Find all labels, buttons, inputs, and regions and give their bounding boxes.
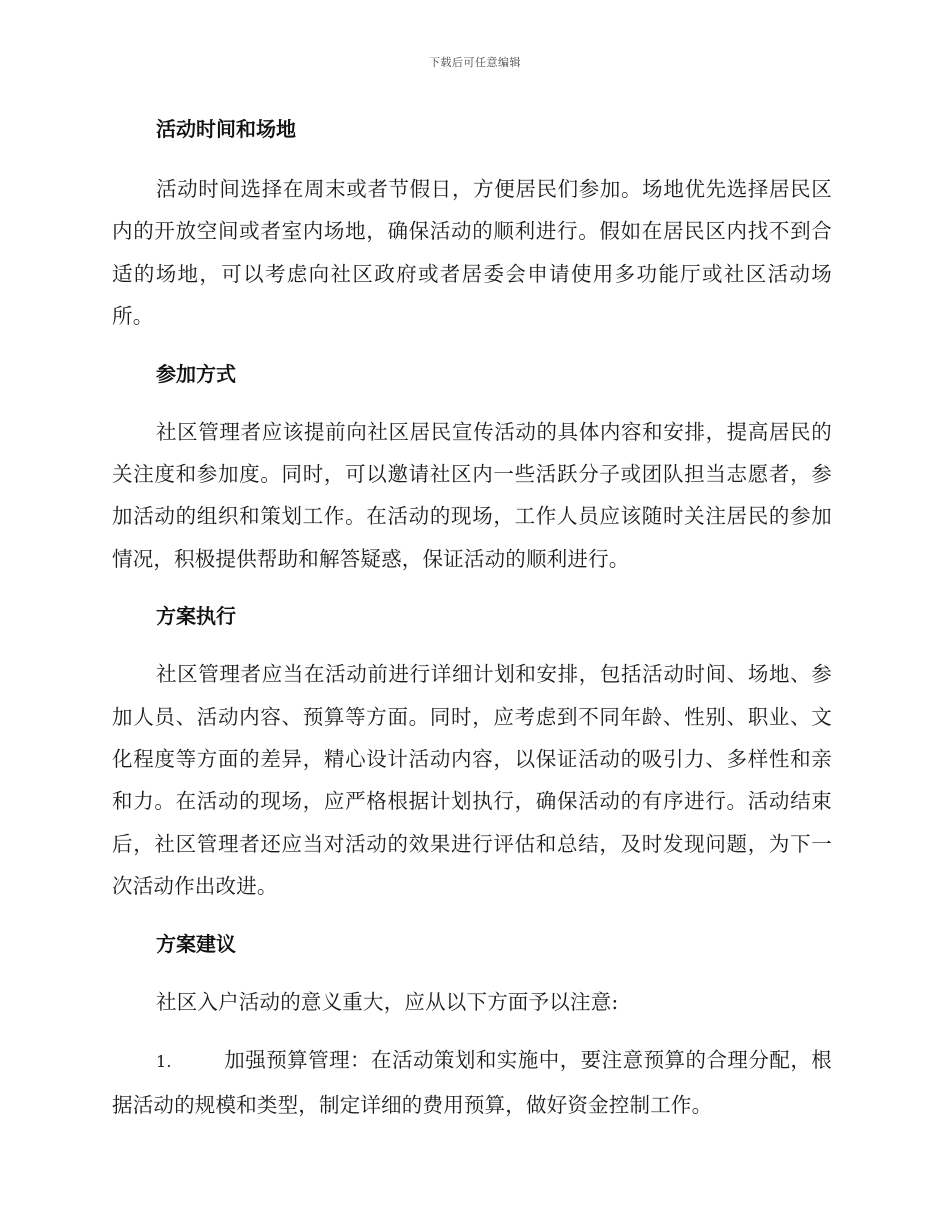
section-paragraph-time-venue: 活动时间选择在周末或者节假日，方便居民们参加。场地优先选择居民区内的开放空间或者室内场地，确保活动的顺利进行。假如在居民区内找不到合适的场地，可以考虑向社区政府或者居委会申请使用多功能厅或社区活动场所。 bbox=[112, 177, 832, 329]
section-paragraph-participation: 社区管理者应该提前向社区居民宣传活动的具体内容和安排，提高居民的关注度和参加度。同时，可以邀请社区内一些活跃分子或团队担当志愿者，参加活动的组织和策划工作。在活动的现场，工作人员应该随时关注居民的参加情况，积极提供帮助和解答疑惑，保证活动的顺利进行。 bbox=[112, 419, 832, 571]
section-heading-time-venue: 活动时间和场地 bbox=[156, 117, 296, 141]
section-heading-suggestions: 方案建议 bbox=[156, 931, 236, 956]
section-paragraph-suggestions: 社区入户活动的意义重大，应从以下方面予以注意: bbox=[156, 989, 619, 1014]
section-heading-execution: 方案执行 bbox=[156, 604, 236, 629]
list-item-number: 1. bbox=[156, 1052, 172, 1072]
page-header: 下载后可任意编辑 bbox=[429, 56, 521, 69]
document-body bbox=[112, 110, 832, 1126]
list-item bbox=[112, 1039, 832, 1126]
section-heading-participation: 参加方式 bbox=[156, 361, 236, 386]
section-paragraph-execution: 社区管理者应当在活动前进行详细计划和安排，包括活动时间、场地、参加人员、活动内容、预算等方面。同时，应考虑到不同年龄、性别、职业、文化程度等方面的差异，精心设计活动内容，以保证活动的吸引力、多样性和亲和力。在活动的现场，应严格根据计划执行，确保活动的有序进行。活动结束后，社区管理者还应当对活动的效果进行评估和总结，及时发现问题，为下一次活动作出改进。 bbox=[112, 662, 832, 899]
list-item-text: 加强预算管理：在活动策划和实施中，要注意预算的合理分配，根据活动的规模和类型，制定详细的费用预算，做好资金控制工作。 bbox=[112, 1048, 832, 1117]
